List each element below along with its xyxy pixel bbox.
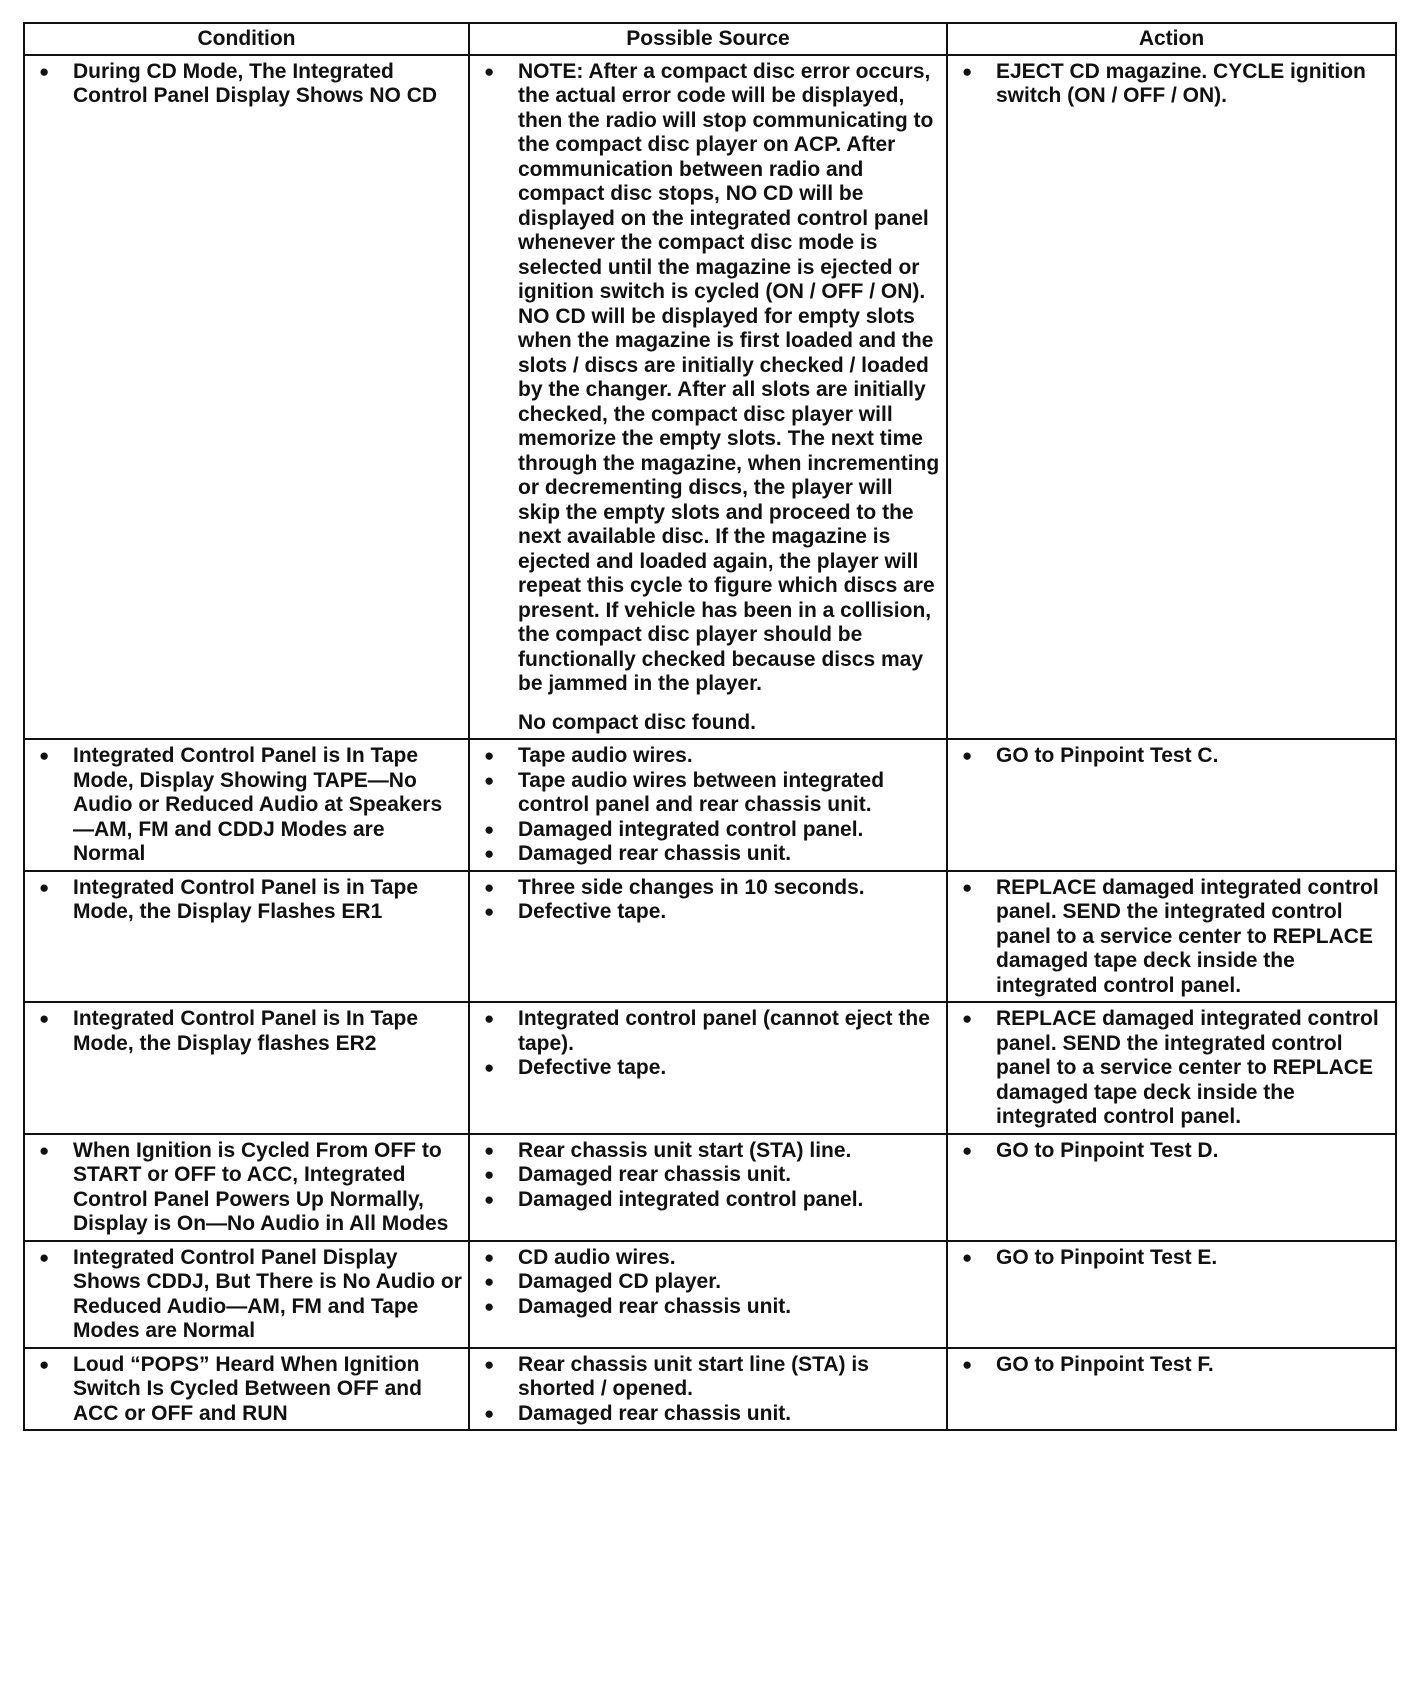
source-cell: [469, 739, 947, 871]
table-row: [24, 1002, 1396, 1134]
condition-cell: [24, 1002, 469, 1134]
table-row: [24, 739, 1396, 871]
condition-cell: [24, 1134, 469, 1241]
source-item: ● Damaged integrated control panel.: [476, 818, 940, 843]
source-item: ● Defective tape.: [476, 900, 940, 925]
condition-cell: [24, 871, 469, 1003]
header-condition: Condition: [24, 23, 469, 55]
table-row: [24, 55, 1396, 740]
action-cell: [947, 1002, 1396, 1134]
source-item: ● Defective tape.: [476, 1056, 940, 1081]
source-item: ● Damaged rear chassis unit.: [476, 1163, 940, 1188]
condition-cell: [24, 739, 469, 871]
action-cell: [947, 871, 1396, 1003]
source-cell: [469, 1348, 947, 1431]
source-item: ● Three side changes in 10 seconds.: [476, 876, 940, 901]
condition-text: ● When Ignition is Cycled From OFF to START or OFF to ACC, Integrated Control Panel Powers Up Normally, Display is On—No Audio in All Modes: [31, 1139, 462, 1237]
action-item: ● EJECT CD magazine. CYCLE ignition switch (ON / OFF / ON).: [954, 60, 1389, 109]
action-cell: [947, 739, 1396, 871]
table-row: [24, 1348, 1396, 1431]
source-cell: [469, 871, 947, 1003]
source-item: ● CD audio wires.: [476, 1246, 940, 1271]
action-item: ● GO to Pinpoint Test D.: [954, 1139, 1389, 1164]
action-item: ● GO to Pinpoint Test C.: [954, 744, 1389, 769]
source-cell: [469, 55, 947, 740]
table-row: [24, 871, 1396, 1003]
source-cell: [469, 1134, 947, 1241]
action-item: ● GO to Pinpoint Test F.: [954, 1353, 1389, 1378]
source-item: ● Tape audio wires between integrated control panel and rear chassis unit.: [476, 769, 940, 818]
action-cell: [947, 55, 1396, 740]
source-item: ● Integrated control panel (cannot eject the tape).: [476, 1007, 940, 1056]
condition-text: ● Integrated Control Panel is In Tape Mode, Display Showing TAPE—No Audio or Reduced Audio at Speakers—AM, FM and CDDJ Modes are Normal: [31, 744, 462, 867]
source-cell: [469, 1241, 947, 1348]
condition-text: ● During CD Mode, The Integrated Control Panel Display Shows NO CD: [31, 60, 462, 109]
source-item: ● Damaged integrated control panel.: [476, 1188, 940, 1213]
source-item: ● Damaged rear chassis unit.: [476, 1295, 940, 1320]
source-cell: [469, 1002, 947, 1134]
condition-text: ● Loud “POPS” Heard When Ignition Switch Is Cycled Between OFF and ACC or OFF and RUN: [31, 1353, 462, 1427]
action-cell: [947, 1241, 1396, 1348]
condition-cell: [24, 1241, 469, 1348]
source-item: ● Damaged rear chassis unit.: [476, 842, 940, 867]
header-action: Action: [947, 23, 1396, 55]
condition-text: ● Integrated Control Panel is in Tape Mode, the Display Flashes ER1: [31, 876, 462, 925]
source-item: ● Damaged CD player.: [476, 1270, 940, 1295]
condition-text: ● Integrated Control Panel Display Shows CDDJ, But There is No Audio or Reduced Audio—AM, FM and Tape Modes are Normal: [31, 1246, 462, 1344]
source-item: ● Tape audio wires.: [476, 744, 940, 769]
condition-cell: [24, 55, 469, 740]
action-cell: [947, 1134, 1396, 1241]
header-row: [24, 23, 1396, 55]
source-item: ● Damaged rear chassis unit.: [476, 1402, 940, 1427]
action-item: ● REPLACE damaged integrated control panel. SEND the integrated control panel to a service center to REPLACE damaged tape deck inside the integrated control panel.: [954, 876, 1389, 999]
source-item: ● NOTE: After a compact disc error occurs, the actual error code will be displayed, then the radio will stop communicating to the compact disc player on ACP. After communication between radio and compact disc stops, NO CD will be displayed on the integrated control panel whenever the compact disc mode is selected until the magazine is ejected or ignition switch is cycled (ON / OFF / ON). NO CD will be displayed for empty slots when the magazine is first loaded and the slots / discs are initially checked / loaded by the changer. After all slots are initially checked, the compact disc player will memorize the empty slots. The next time through the magazine, when incrementing or decrementing discs, the player will skip the empty slots and proceed to the next available disc. If the magazine is ejected and loaded again, the player will repeat this cycle to figure which discs are present. If vehicle has been in a collision, the compact disc player should be functionally checked because discs may be jammed in the player.: [476, 60, 940, 697]
table-row: [24, 1134, 1396, 1241]
source-note: No compact disc found.: [518, 710, 757, 734]
header-possible-source: Possible Source: [469, 23, 947, 55]
condition-text: ● Integrated Control Panel is In Tape Mode, the Display flashes ER2: [31, 1007, 462, 1056]
table-row: [24, 1241, 1396, 1348]
action-cell: [947, 1348, 1396, 1431]
diagnosis-table: [23, 22, 1397, 1431]
action-item: ● REPLACE damaged integrated control panel. SEND the integrated control panel to a service center to REPLACE damaged tape deck inside the integrated control panel.: [954, 1007, 1389, 1130]
condition-cell: [24, 1348, 469, 1431]
action-item: ● GO to Pinpoint Test E.: [954, 1246, 1389, 1271]
source-item: ● Rear chassis unit start line (STA) is shorted / opened.: [476, 1353, 940, 1402]
source-item: ● Rear chassis unit start (STA) line.: [476, 1139, 940, 1164]
